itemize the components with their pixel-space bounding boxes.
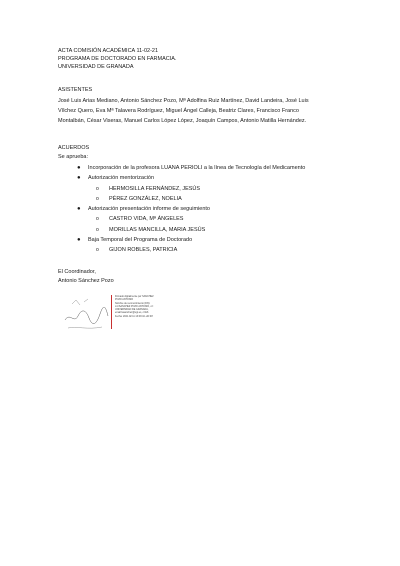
signature-line: Fecha: 2021.02.11 13:09:44 +01'00' (115, 314, 154, 318)
attendees-line: José Luis Arias Mediano, Antonio Sánchez Pozo, Mª Adolfina Ruiz Martínez, David Landeira, José Luis (58, 98, 309, 104)
signature-details (115, 295, 185, 318)
bullet-icon: ● (77, 237, 81, 244)
agreements-list (58, 153, 358, 256)
program-name: PROGRAMA DE DOCTORADO EN FARMACIA. (58, 56, 177, 62)
item-text: Autorización mentorización (88, 175, 155, 182)
sub-item (58, 194, 358, 204)
attendees-line: Montalbán, César Viseras, Manuel Carlos López López, Joaquín Campos, Antonio Matilla Hernández. (58, 118, 307, 124)
bullet-icon: ● (77, 165, 81, 171)
agreements-intro: Se aprueba: (58, 154, 88, 160)
sub-item (58, 225, 358, 235)
list-item (58, 173, 358, 183)
coordinator-role: El Coordinador, (58, 269, 96, 275)
sub-item-text: GIJON ROBLES, PATRICIA (109, 247, 178, 254)
attendees-title: ASISTENTES (58, 87, 93, 93)
sub-item (58, 214, 358, 224)
bullet-icon: ● (77, 175, 81, 182)
sub-item (58, 184, 358, 194)
signature-line: UNIVERSIDAD DE GRANADA, (115, 308, 149, 312)
signature-line: cn=SANCHEZ POZO ANTONIO, o= (115, 304, 154, 308)
attendees-line: Vílchez Quero, Eva Mª Talavera Rodríguez, Miguel Ángel Calleja, Beatriz Clares, Francisco Franco (58, 108, 299, 114)
attendees-list (58, 96, 348, 126)
signature-line: email=asanchez@ugr.es, c=ES (115, 311, 149, 315)
signature-line: POZO ANTONIO (115, 298, 134, 302)
sub-item-text: PÉREZ GONZÁLEZ, NOELIA (109, 195, 182, 202)
circle-bullet-icon: o (96, 185, 99, 192)
act-title: ACTA COMISIÓN ACADÉMICA 11-02-21 (58, 48, 159, 54)
handwritten-signature-icon (62, 290, 110, 335)
signature-line: Nombre de reconocimiento (DN): (115, 301, 151, 305)
list-item (58, 163, 358, 173)
document-header (58, 47, 176, 71)
signature-divider (111, 295, 112, 329)
circle-bullet-icon: o (96, 226, 99, 233)
closing-block (58, 268, 114, 286)
list-item (58, 204, 358, 214)
digital-signature (62, 290, 182, 335)
item-text: Baja Temporal del Programa de Doctorado (88, 237, 193, 244)
sub-item-text: MORILLAS MANCILLA, MARIA JESÚS (109, 226, 206, 233)
list-item (58, 235, 358, 245)
signature-line: Firmado digitalmente por SANCHEZ (115, 295, 154, 298)
circle-bullet-icon: o (96, 247, 99, 254)
sub-item (58, 245, 358, 255)
university-name: UNIVERSIDAD DE GRANADA (58, 64, 134, 70)
circle-bullet-icon: o (96, 195, 99, 202)
agreements-title: ACUERDOS (58, 145, 90, 151)
sub-item-text: CASTRO VIDA, Mª ÁNGELES (109, 216, 184, 223)
bullet-icon: ● (77, 206, 81, 213)
coordinator-name: Antonio Sánchez Pozo (58, 278, 114, 284)
circle-bullet-icon: o (96, 216, 99, 223)
item-text: Autorización presentación informe de seguimiento (88, 206, 210, 213)
sub-item-text: HERMOSILLA FERNÁNDEZ, JESÚS (109, 185, 201, 192)
item-text: Incorporación de la profesora LUANA PERIOLI a la línea de Tecnología del Medicamento (88, 165, 306, 171)
